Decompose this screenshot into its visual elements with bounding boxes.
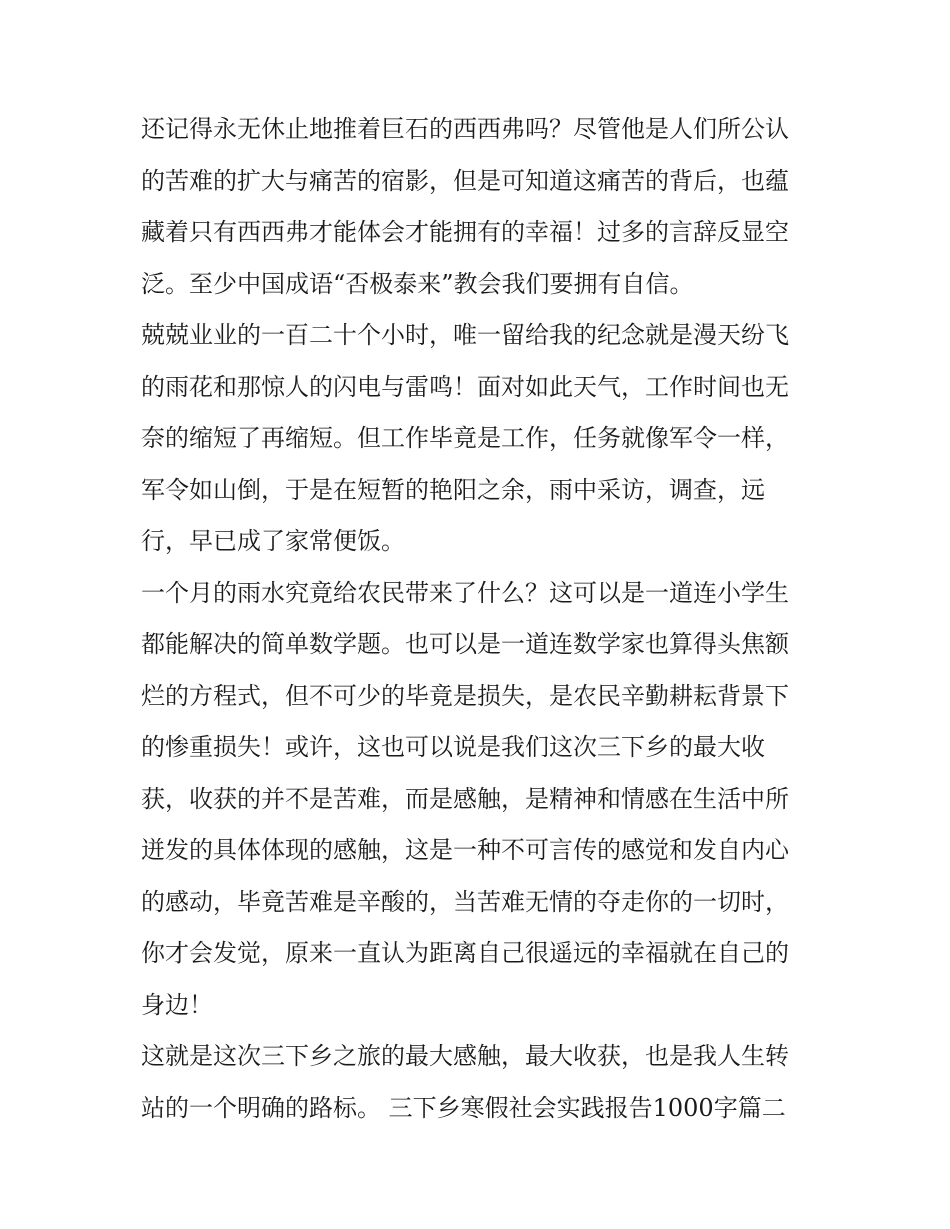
text-line-20: 站的一个明确的路标。 三下乡寒假社会实践报告1000字篇二 xyxy=(141,1093,786,1122)
text-line-7: 奈的缩短了再缩短。但工作毕竟是工作，任务就像军令一样， xyxy=(141,424,789,452)
text-line-6: 的雨花和那惊人的闪电与雷鸣！面对如此天气，工作时间也无 xyxy=(141,372,789,401)
text-line-11: 都能解决的简单数学题。也可以是一道连数学家也算得头焦额 xyxy=(141,630,789,658)
text-line-14: 获，收获的并不是苦难，而是感触，是精神和情感在生活中所 xyxy=(141,784,789,813)
text-line-9: 行，早已成了家常便饭。 xyxy=(141,527,405,555)
text-line-10: 一个月的雨水究竟给农民带来了什么？这可以是一道连小学生 xyxy=(141,578,789,607)
text-line-2: 的苦难的扩大与痛苦的宿影，但是可知道这痛苦的背后，也蕴 xyxy=(141,166,789,195)
text-line-19: 这就是这次三下乡之旅的最大感触，最大收获，也是我人生转 xyxy=(141,1042,789,1070)
text-line-16: 的感动，毕竟苦难是辛酸的，当苦难无情的夺走你的一切时， xyxy=(141,887,789,916)
text-line-12: 烂的方程式，但不可少的毕竟是损失，是农民辛勤耕耘背景下 xyxy=(141,681,789,710)
text-line-18: 身边！ xyxy=(141,990,213,1019)
text-line-4: 泛。至少中国成语“否极泰来”教会我们要拥有自信。 xyxy=(141,269,694,298)
text-line-3: 藏着只有西西弗才能体会才能拥有的幸福！过多的言辞反显空 xyxy=(141,218,789,246)
text-line-13: 的惨重损失！或许，这也可以说是我们这次三下乡的最大收 xyxy=(141,733,765,761)
text-line-15: 迸发的具体体现的感触，这是一种不可言传的感觉和发自内心 xyxy=(141,836,789,864)
text-line-5: 兢兢业业的一百二十个小时，唯一留给我的纪念就是漫天纷飞 xyxy=(141,321,789,349)
document-body xyxy=(141,104,831,1134)
text-line-17: 你才会发觉，原来一直认为距离自己很遥远的幸福就在自己的 xyxy=(141,939,789,967)
text-line-8: 军令如山倒，于是在短暂的艳阳之余，雨中采访，调查，远 xyxy=(141,475,765,504)
text-line-1: 还记得永无休止地推着巨石的西西弗吗？尽管他是人们所公认 xyxy=(141,115,789,143)
